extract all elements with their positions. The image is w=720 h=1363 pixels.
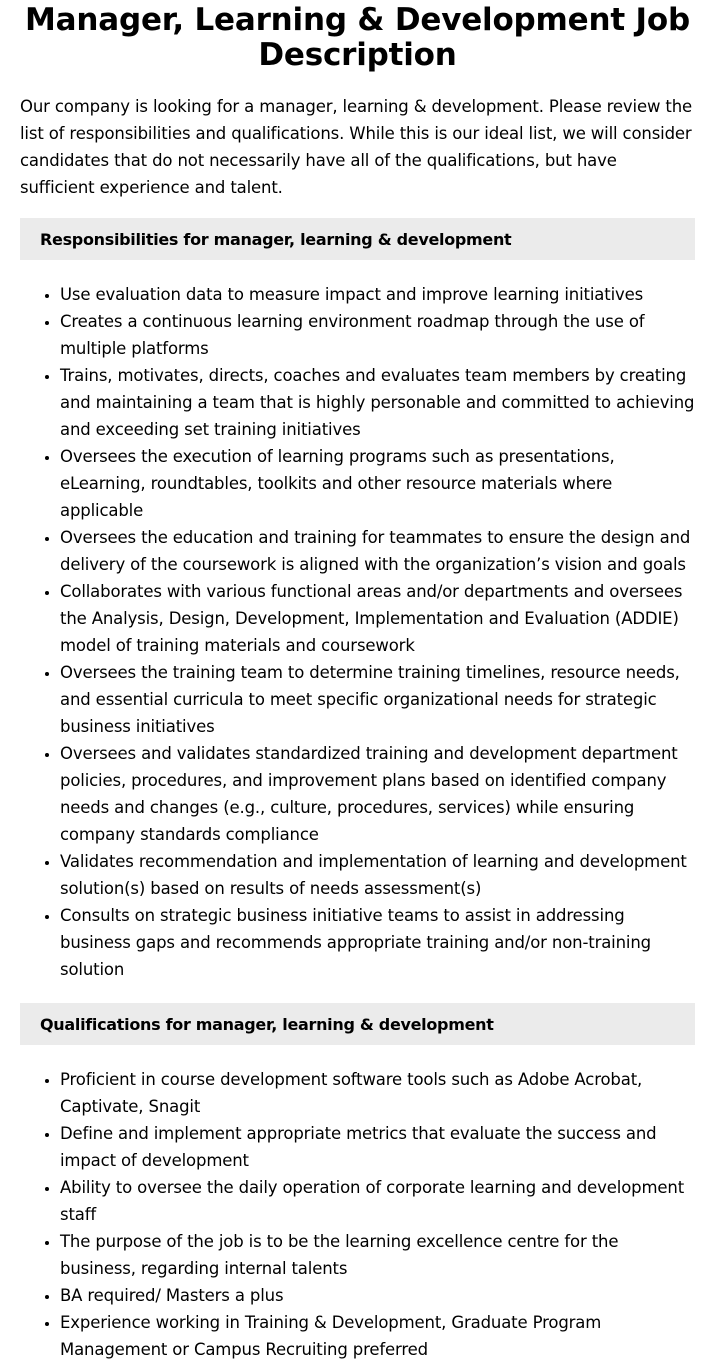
list-item: • Trains, motivates, directs, coaches and evaluates team members by creating and maintaining a team that is highly personable and committed to achieving and exceeding set training initiatives — [60, 362, 695, 443]
list-item: • Proficient in course development software tools such as Adobe Acrobat, Captivate, Snagit — [60, 1066, 695, 1120]
list-item: • Oversees the education and training for teammates to ensure the design and delivery of the coursework is aligned with the organization’s vision and goals — [60, 524, 695, 578]
qualifications-heading: Qualifications for manager, learning & development — [20, 1003, 695, 1045]
list-item: • Oversees the execution of learning programs such as presentations, eLearning, roundtables, toolkits and other resource materials where applicable — [60, 443, 695, 524]
list-item: • Ability to oversee the daily operation of corporate learning and development staff — [60, 1174, 695, 1228]
list-item: • Oversees and validates standardized training and development department policies, procedures, and improvement plans based on identified company needs and changes (e.g., culture, procedures, services) while ensuring company standards compliance — [60, 740, 695, 848]
responsibilities-heading: Responsibilities for manager, learning & development — [20, 218, 695, 260]
list-item: • Creates a continuous learning environment roadmap through the use of multiple platforms — [60, 308, 695, 362]
qualifications-list — [20, 1066, 695, 1363]
list-item: • Validates recommendation and implementation of learning and development solution(s) based on results of needs assessment(s) — [60, 848, 695, 902]
responsibilities-list — [20, 281, 695, 983]
list-item: • Collaborates with various functional areas and/or departments and oversees the Analysis, Design, Development, Implementation and Evaluation (ADDIE) model of training materials and coursework — [60, 578, 695, 659]
list-item: • The purpose of the job is to be the learning excellence centre for the business, regarding internal talents — [60, 1228, 695, 1282]
list-item: • BA required/ Masters a plus — [60, 1282, 695, 1309]
page-title: Manager, Learning & Development Job Description — [25, 2, 690, 73]
intro-paragraph: Our company is looking for a manager, learning & development. Please review the list of responsibilities and qualifications. While this is our ideal list, we will consider candidates that do not necessarily have all of the qualifications, but have sufficient experience and talent. — [20, 97, 693, 197]
list-item: • Use evaluation data to measure impact and improve learning initiatives — [60, 281, 695, 308]
list-item: • Consults on strategic business initiative teams to assist in addressing business gaps and recommends appropriate training and/or non-training solution — [60, 902, 695, 983]
list-item: • Experience working in Training & Development, Graduate Program Management or Campus Recruiting preferred — [60, 1309, 695, 1363]
list-item: • Define and implement appropriate metrics that evaluate the success and impact of development — [60, 1120, 695, 1174]
list-item: • Oversees the training team to determine training timelines, resource needs, and essential curricula to meet specific organizational needs for strategic business initiatives — [60, 659, 695, 740]
